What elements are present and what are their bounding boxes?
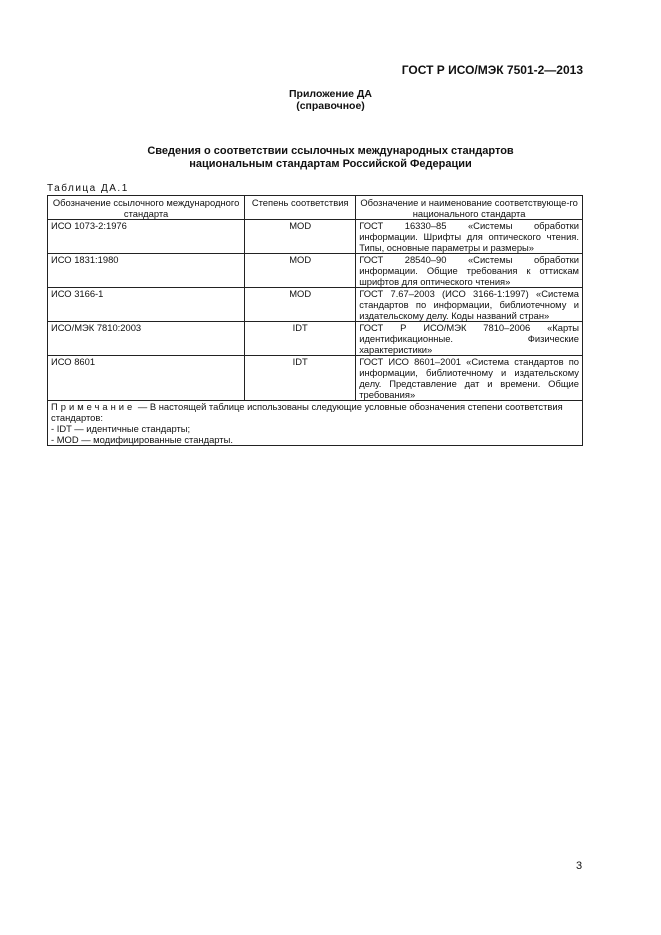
cell-degree: MOD bbox=[245, 288, 356, 322]
document-code: ГОСТ Р ИСО/МЭК 7501-2—2013 bbox=[401, 63, 583, 77]
column-header-degree: Степень соответствия bbox=[245, 196, 356, 220]
table-row bbox=[48, 322, 583, 356]
note-label: Примечание bbox=[51, 401, 136, 412]
section-title bbox=[0, 145, 661, 171]
column-header-national-standard: Обозначение и наименование соответствующе-го национального стандарта bbox=[356, 196, 583, 220]
cell-national-standard: ГОСТ 16330–85 «Системы обработки информации. Шрифты для оптического чтения. Типы, основные параметры и размеры» bbox=[356, 220, 583, 254]
cell-national-standard: ГОСТ 28540–90 «Системы обработки информации. Общие требования к оттискам шрифтов для оптического чтения» bbox=[356, 254, 583, 288]
cell-degree: MOD bbox=[245, 220, 356, 254]
section-title-line-2: национальным стандартам Российской Федерации bbox=[189, 158, 472, 170]
note-item-mod: - MOD — модифицированные стандарты. bbox=[51, 434, 233, 445]
column-header-intl-standard: Обозначение ссылочного международного стандарта bbox=[48, 196, 245, 220]
cell-degree: MOD bbox=[245, 254, 356, 288]
table-row bbox=[48, 220, 583, 254]
table-row bbox=[48, 288, 583, 322]
table-header-row bbox=[48, 196, 583, 220]
section-title-line-1: Сведения о соответствии ссылочных международных стандартов bbox=[147, 145, 514, 157]
appendix-subtitle: (справочное) bbox=[296, 100, 365, 112]
table-note bbox=[48, 401, 583, 446]
appendix-heading bbox=[0, 88, 661, 112]
cell-intl-standard: ИСО 1073-2:1976 bbox=[48, 220, 245, 254]
cell-national-standard: ГОСТ ИСО 8601–2001 «Система стандартов по информации, библиотечному и издательскому делу. Представление дат и времени. Общие требования» bbox=[356, 356, 583, 401]
cell-intl-standard: ИСО 1831:1980 bbox=[48, 254, 245, 288]
table-note-row bbox=[48, 401, 583, 446]
cell-intl-standard: ИСО 3166-1 bbox=[48, 288, 245, 322]
appendix-title: Приложение ДА bbox=[289, 88, 372, 100]
note-item-idt: - IDT — идентичные стандарты; bbox=[51, 423, 191, 434]
cell-degree: IDT bbox=[245, 356, 356, 401]
note-text: — В настоящей таблице использованы следующие условные обозначения степени соответствия стандартов: bbox=[51, 401, 563, 423]
cell-national-standard: ГОСТ Р ИСО/МЭК 7810–2006 «Карты идентификационные. Физические характеристики» bbox=[356, 322, 583, 356]
table-caption: Таблица ДА.1 bbox=[47, 183, 129, 194]
cell-intl-standard: ИСО 8601 bbox=[48, 356, 245, 401]
page-number: 3 bbox=[576, 860, 583, 872]
table-row bbox=[48, 254, 583, 288]
cell-degree: IDT bbox=[245, 322, 356, 356]
cell-national-standard: ГОСТ 7.67–2003 (ИСО 3166-1:1997) «Система стандартов по информации, библиотечному и издательскому делу. Коды названий стран» bbox=[356, 288, 583, 322]
correspondence-table bbox=[47, 195, 583, 446]
cell-intl-standard: ИСО/МЭК 7810:2003 bbox=[48, 322, 245, 356]
table-row bbox=[48, 356, 583, 401]
